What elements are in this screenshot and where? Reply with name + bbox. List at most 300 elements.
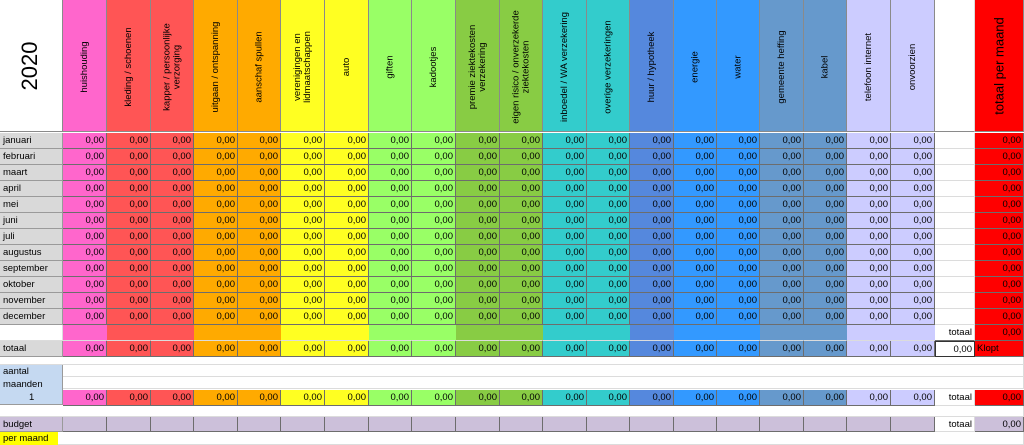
expense-cell[interactable]: 0,00 (194, 197, 238, 213)
expense-cell[interactable]: 0,00 (63, 165, 107, 181)
column-total-cell[interactable]: 0,00 (587, 341, 630, 357)
expense-cell[interactable]: 0,00 (587, 181, 630, 197)
expense-cell[interactable]: 0,00 (281, 293, 325, 309)
expense-cell[interactable]: 0,00 (760, 277, 804, 293)
expense-cell[interactable]: 0,00 (63, 213, 107, 229)
expense-cell[interactable]: 0,00 (543, 213, 587, 229)
expense-cell[interactable]: 0,00 (847, 165, 891, 181)
expense-cell[interactable]: 0,00 (543, 181, 587, 197)
expense-cell[interactable]: 0,00 (891, 229, 935, 245)
column-total-cell[interactable]: 0,00 (151, 341, 194, 357)
expense-cell[interactable]: 0,00 (847, 261, 891, 277)
expense-cell[interactable]: 0,00 (587, 261, 630, 277)
expense-cell[interactable]: 0,00 (760, 165, 804, 181)
average-cell[interactable]: 0,00 (107, 390, 151, 406)
expense-cell[interactable]: 0,00 (674, 277, 717, 293)
expense-cell[interactable]: 0,00 (63, 245, 107, 261)
column-total-cell[interactable]: 0,00 (281, 341, 325, 357)
summary-spacer-cell[interactable] (543, 325, 587, 341)
budget-cell[interactable] (194, 417, 238, 432)
expense-cell[interactable]: 0,00 (238, 181, 281, 197)
month-label[interactable]: mei (0, 197, 63, 213)
expense-cell[interactable]: 0,00 (325, 181, 369, 197)
expense-cell[interactable]: 0,00 (151, 261, 194, 277)
expense-cell[interactable]: 0,00 (281, 245, 325, 261)
expense-cell[interactable]: 0,00 (674, 245, 717, 261)
column-total-cell[interactable]: 0,00 (891, 341, 935, 357)
expense-cell[interactable]: 0,00 (587, 149, 630, 165)
summary-spacer-cell[interactable] (760, 325, 804, 341)
blank-cell[interactable] (935, 309, 975, 325)
expense-cell[interactable]: 0,00 (804, 229, 847, 245)
budget-cell[interactable] (456, 417, 500, 432)
column-total-cell[interactable]: 0,00 (456, 341, 500, 357)
column-header-11[interactable] (543, 0, 587, 132)
expense-cell[interactable]: 0,00 (500, 309, 543, 325)
month-total-cell[interactable]: 0,00 (975, 149, 1024, 165)
expense-cell[interactable]: 0,00 (194, 229, 238, 245)
column-total-cell[interactable]: 0,00 (630, 341, 674, 357)
expense-cell[interactable]: 0,00 (412, 277, 456, 293)
expense-cell[interactable]: 0,00 (674, 165, 717, 181)
month-label[interactable]: december (0, 309, 63, 325)
expense-cell[interactable]: 0,00 (151, 277, 194, 293)
expense-cell[interactable]: 0,00 (847, 213, 891, 229)
expense-cell[interactable]: 0,00 (847, 133, 891, 149)
expense-cell[interactable]: 0,00 (717, 245, 760, 261)
expense-cell[interactable]: 0,00 (325, 213, 369, 229)
expense-cell[interactable]: 0,00 (717, 165, 760, 181)
expense-cell[interactable]: 0,00 (281, 133, 325, 149)
expense-cell[interactable]: 0,00 (456, 149, 500, 165)
expense-cell[interactable]: 0,00 (369, 197, 412, 213)
expense-cell[interactable]: 0,00 (760, 133, 804, 149)
expense-cell[interactable]: 0,00 (543, 197, 587, 213)
expense-cell[interactable]: 0,00 (804, 293, 847, 309)
budget-total-label[interactable]: totaal (935, 417, 975, 432)
expense-cell[interactable]: 0,00 (107, 293, 151, 309)
month-label[interactable]: april (0, 181, 63, 197)
expense-cell[interactable]: 0,00 (804, 261, 847, 277)
expense-cell[interactable]: 0,00 (760, 213, 804, 229)
expense-cell[interactable]: 0,00 (630, 181, 674, 197)
expense-cell[interactable]: 0,00 (674, 293, 717, 309)
expense-cell[interactable]: 0,00 (238, 149, 281, 165)
expense-cell[interactable]: 0,00 (630, 197, 674, 213)
total-per-month-header[interactable] (975, 0, 1024, 132)
expense-cell[interactable]: 0,00 (194, 245, 238, 261)
expense-cell[interactable]: 0,00 (281, 165, 325, 181)
expense-cell[interactable]: 0,00 (238, 197, 281, 213)
expense-cell[interactable]: 0,00 (194, 133, 238, 149)
expense-cell[interactable]: 0,00 (151, 229, 194, 245)
expense-cell[interactable]: 0,00 (630, 277, 674, 293)
expense-cell[interactable]: 0,00 (456, 293, 500, 309)
expense-cell[interactable]: 0,00 (543, 245, 587, 261)
expense-cell[interactable]: 0,00 (500, 165, 543, 181)
expense-cell[interactable]: 0,00 (760, 229, 804, 245)
average-cell[interactable]: 0,00 (369, 390, 412, 406)
expense-cell[interactable]: 0,00 (804, 213, 847, 229)
expense-cell[interactable]: 0,00 (891, 213, 935, 229)
blank-cell[interactable] (0, 325, 63, 341)
expense-cell[interactable]: 0,00 (238, 165, 281, 181)
expense-cell[interactable]: 0,00 (543, 293, 587, 309)
column-total-cell[interactable]: 0,00 (238, 341, 281, 357)
expense-cell[interactable]: 0,00 (238, 261, 281, 277)
expense-cell[interactable]: 0,00 (587, 309, 630, 325)
summary-spacer-cell[interactable] (891, 325, 935, 341)
expense-cell[interactable]: 0,00 (151, 213, 194, 229)
expense-cell[interactable]: 0,00 (412, 229, 456, 245)
expense-cell[interactable]: 0,00 (587, 229, 630, 245)
expense-cell[interactable]: 0,00 (63, 277, 107, 293)
expense-cell[interactable]: 0,00 (194, 277, 238, 293)
column-total-cell[interactable]: 0,00 (412, 341, 456, 357)
expense-cell[interactable]: 0,00 (674, 213, 717, 229)
expense-cell[interactable]: 0,00 (63, 197, 107, 213)
average-total-value[interactable]: 0,00 (975, 390, 1024, 406)
column-header-4[interactable] (238, 0, 281, 132)
average-cell[interactable]: 0,00 (630, 390, 674, 406)
expense-cell[interactable]: 0,00 (281, 261, 325, 277)
per-maand-label[interactable]: per maand (0, 432, 58, 445)
column-header-0[interactable] (63, 0, 107, 132)
summary-spacer-cell[interactable] (281, 325, 325, 341)
expense-cell[interactable]: 0,00 (500, 229, 543, 245)
expense-cell[interactable]: 0,00 (238, 213, 281, 229)
expense-cell[interactable]: 0,00 (587, 213, 630, 229)
summary-spacer-cell[interactable] (325, 325, 369, 341)
check-status[interactable]: Klopt (975, 341, 1024, 357)
month-total-cell[interactable]: 0,00 (975, 165, 1024, 181)
expense-cell[interactable]: 0,00 (325, 197, 369, 213)
expense-cell[interactable]: 0,00 (151, 181, 194, 197)
expense-cell[interactable]: 0,00 (630, 245, 674, 261)
expense-cell[interactable]: 0,00 (63, 149, 107, 165)
column-header-14[interactable] (674, 0, 717, 132)
expense-cell[interactable]: 0,00 (847, 197, 891, 213)
month-total-cell[interactable]: 0,00 (975, 261, 1024, 277)
budget-cell[interactable] (500, 417, 543, 432)
expense-cell[interactable]: 0,00 (500, 277, 543, 293)
blank-cell[interactable] (935, 293, 975, 309)
expense-cell[interactable]: 0,00 (543, 149, 587, 165)
column-header-15[interactable] (717, 0, 760, 132)
expense-cell[interactable]: 0,00 (543, 229, 587, 245)
expense-cell[interactable]: 0,00 (107, 261, 151, 277)
expense-cell[interactable]: 0,00 (63, 133, 107, 149)
expense-cell[interactable]: 0,00 (281, 213, 325, 229)
month-total-cell[interactable]: 0,00 (975, 181, 1024, 197)
month-total-cell[interactable]: 0,00 (975, 309, 1024, 325)
summary-spacer-cell[interactable] (674, 325, 717, 341)
expense-cell[interactable]: 0,00 (760, 149, 804, 165)
expense-cell[interactable]: 0,00 (891, 261, 935, 277)
expense-cell[interactable]: 0,00 (847, 149, 891, 165)
column-total-cell[interactable]: 0,00 (325, 341, 369, 357)
month-label[interactable]: september (0, 261, 63, 277)
expense-cell[interactable]: 0,00 (194, 213, 238, 229)
expense-cell[interactable]: 0,00 (107, 277, 151, 293)
budget-cell[interactable] (674, 417, 717, 432)
expense-cell[interactable]: 0,00 (760, 293, 804, 309)
summary-spacer-cell[interactable] (587, 325, 630, 341)
summary-spacer-cell[interactable] (107, 325, 151, 341)
summary-spacer-cell[interactable] (804, 325, 847, 341)
budget-cell[interactable] (760, 417, 804, 432)
blank-cell[interactable] (935, 261, 975, 277)
expense-cell[interactable]: 0,00 (804, 133, 847, 149)
column-header-16[interactable] (760, 0, 804, 132)
expense-cell[interactable]: 0,00 (587, 293, 630, 309)
expense-cell[interactable]: 0,00 (630, 309, 674, 325)
expense-cell[interactable]: 0,00 (891, 149, 935, 165)
expense-cell[interactable]: 0,00 (107, 245, 151, 261)
summary-spacer-cell[interactable] (847, 325, 891, 341)
month-label[interactable]: oktober (0, 277, 63, 293)
column-total-cell[interactable]: 0,00 (847, 341, 891, 357)
average-cell[interactable]: 0,00 (412, 390, 456, 406)
month-total-cell[interactable]: 0,00 (975, 213, 1024, 229)
expense-cell[interactable]: 0,00 (325, 165, 369, 181)
budget-cell[interactable] (847, 417, 891, 432)
expense-cell[interactable]: 0,00 (369, 149, 412, 165)
budget-cell[interactable] (717, 417, 760, 432)
expense-cell[interactable]: 0,00 (151, 149, 194, 165)
blank-cell[interactable] (935, 197, 975, 213)
expense-cell[interactable]: 0,00 (891, 277, 935, 293)
expense-cell[interactable]: 0,00 (194, 149, 238, 165)
column-total-cell[interactable]: 0,00 (674, 341, 717, 357)
expense-cell[interactable]: 0,00 (500, 293, 543, 309)
expense-cell[interactable]: 0,00 (325, 261, 369, 277)
budget-total-value[interactable]: 0,00 (975, 417, 1024, 432)
budget-cell[interactable] (281, 417, 325, 432)
expense-cell[interactable]: 0,00 (107, 229, 151, 245)
average-cell[interactable]: 0,00 (238, 390, 281, 406)
column-header-2[interactable] (151, 0, 194, 132)
expense-cell[interactable]: 0,00 (107, 133, 151, 149)
average-cell[interactable]: 0,00 (63, 390, 107, 406)
budget-cell[interactable] (630, 417, 674, 432)
blank-cell[interactable] (935, 213, 975, 229)
expense-cell[interactable]: 0,00 (369, 261, 412, 277)
grand-total-value[interactable]: 0,00 (935, 341, 975, 357)
expense-cell[interactable]: 0,00 (674, 261, 717, 277)
expense-cell[interactable]: 0,00 (891, 245, 935, 261)
column-header-7[interactable] (369, 0, 412, 132)
expense-cell[interactable]: 0,00 (500, 245, 543, 261)
expense-cell[interactable]: 0,00 (412, 261, 456, 277)
expense-cell[interactable]: 0,00 (281, 229, 325, 245)
expense-cell[interactable]: 0,00 (891, 181, 935, 197)
expense-cell[interactable]: 0,00 (151, 293, 194, 309)
expense-cell[interactable]: 0,00 (151, 197, 194, 213)
budget-cell[interactable] (804, 417, 847, 432)
expense-cell[interactable]: 0,00 (194, 165, 238, 181)
column-header-17[interactable] (804, 0, 847, 132)
month-total-cell[interactable]: 0,00 (975, 293, 1024, 309)
aantal-maanden-label[interactable] (0, 365, 63, 405)
summary-spacer-cell[interactable] (717, 325, 760, 341)
expense-cell[interactable]: 0,00 (412, 149, 456, 165)
expense-cell[interactable]: 0,00 (804, 149, 847, 165)
average-cell[interactable]: 0,00 (804, 390, 847, 406)
average-cell[interactable]: 0,00 (760, 390, 804, 406)
expense-cell[interactable]: 0,00 (369, 229, 412, 245)
expense-cell[interactable]: 0,00 (630, 165, 674, 181)
average-cell[interactable]: 0,00 (543, 390, 587, 406)
sum-total-label[interactable]: totaal (935, 325, 975, 341)
column-header-13[interactable] (630, 0, 674, 132)
column-header-18[interactable] (847, 0, 891, 132)
expense-cell[interactable]: 0,00 (151, 245, 194, 261)
expense-cell[interactable]: 0,00 (369, 277, 412, 293)
expense-cell[interactable]: 0,00 (847, 181, 891, 197)
expense-cell[interactable]: 0,00 (325, 309, 369, 325)
expense-cell[interactable]: 0,00 (107, 213, 151, 229)
column-total-cell[interactable]: 0,00 (369, 341, 412, 357)
expense-cell[interactable]: 0,00 (674, 181, 717, 197)
month-count[interactable]: 1 (29, 392, 35, 403)
month-label[interactable]: februari (0, 149, 63, 165)
expense-cell[interactable]: 0,00 (587, 133, 630, 149)
blank-cell[interactable] (935, 277, 975, 293)
budget-cell[interactable] (325, 417, 369, 432)
expense-cell[interactable]: 0,00 (281, 181, 325, 197)
summary-spacer-cell[interactable] (456, 325, 500, 341)
expense-cell[interactable]: 0,00 (847, 277, 891, 293)
expense-cell[interactable]: 0,00 (238, 309, 281, 325)
expense-cell[interactable]: 0,00 (630, 133, 674, 149)
blank-cell[interactable] (935, 229, 975, 245)
expense-cell[interactable]: 0,00 (369, 181, 412, 197)
expense-cell[interactable]: 0,00 (369, 133, 412, 149)
average-total-label[interactable]: totaal (935, 390, 975, 406)
column-total-cell[interactable]: 0,00 (500, 341, 543, 357)
column-header-5[interactable] (281, 0, 325, 132)
expense-cell[interactable]: 0,00 (238, 229, 281, 245)
expense-cell[interactable]: 0,00 (325, 229, 369, 245)
expense-cell[interactable]: 0,00 (717, 229, 760, 245)
expense-cell[interactable]: 0,00 (238, 133, 281, 149)
expense-cell[interactable]: 0,00 (107, 181, 151, 197)
month-total-cell[interactable]: 0,00 (975, 245, 1024, 261)
expense-cell[interactable]: 0,00 (151, 309, 194, 325)
expense-cell[interactable]: 0,00 (760, 261, 804, 277)
expense-cell[interactable]: 0,00 (674, 229, 717, 245)
budget-cell[interactable] (587, 417, 630, 432)
budget-cell[interactable] (543, 417, 587, 432)
summary-spacer-cell[interactable] (500, 325, 543, 341)
expense-cell[interactable]: 0,00 (587, 277, 630, 293)
column-header-10[interactable] (500, 0, 543, 132)
expense-cell[interactable]: 0,00 (281, 197, 325, 213)
expense-cell[interactable]: 0,00 (891, 197, 935, 213)
expense-cell[interactable]: 0,00 (500, 197, 543, 213)
expense-cell[interactable]: 0,00 (717, 277, 760, 293)
expense-cell[interactable]: 0,00 (456, 133, 500, 149)
month-label[interactable]: januari (0, 133, 63, 149)
expense-cell[interactable]: 0,00 (760, 181, 804, 197)
expense-cell[interactable]: 0,00 (107, 309, 151, 325)
month-label[interactable]: augustus (0, 245, 63, 261)
column-total-cell[interactable]: 0,00 (194, 341, 238, 357)
column-header-1[interactable] (107, 0, 151, 132)
column-header-6[interactable] (325, 0, 369, 132)
budget-cell[interactable] (151, 417, 194, 432)
expense-cell[interactable]: 0,00 (194, 293, 238, 309)
expense-cell[interactable]: 0,00 (891, 309, 935, 325)
expense-cell[interactable]: 0,00 (760, 197, 804, 213)
expense-cell[interactable]: 0,00 (412, 213, 456, 229)
column-header-12[interactable] (587, 0, 630, 132)
expense-cell[interactable]: 0,00 (500, 213, 543, 229)
average-cell[interactable]: 0,00 (194, 390, 238, 406)
column-total-cell[interactable]: 0,00 (107, 341, 151, 357)
expense-cell[interactable]: 0,00 (847, 309, 891, 325)
expense-cell[interactable]: 0,00 (456, 213, 500, 229)
expense-cell[interactable]: 0,00 (543, 133, 587, 149)
expense-cell[interactable]: 0,00 (369, 245, 412, 261)
blank-cell[interactable] (935, 245, 975, 261)
expense-cell[interactable]: 0,00 (151, 165, 194, 181)
expense-cell[interactable]: 0,00 (281, 149, 325, 165)
expense-cell[interactable]: 0,00 (238, 277, 281, 293)
expense-cell[interactable]: 0,00 (717, 213, 760, 229)
expense-cell[interactable]: 0,00 (847, 229, 891, 245)
expense-cell[interactable]: 0,00 (543, 165, 587, 181)
month-label[interactable]: maart (0, 165, 63, 181)
average-cell[interactable]: 0,00 (500, 390, 543, 406)
expense-cell[interactable]: 0,00 (325, 149, 369, 165)
expense-cell[interactable]: 0,00 (717, 309, 760, 325)
expense-cell[interactable]: 0,00 (456, 181, 500, 197)
budget-cell[interactable] (63, 417, 107, 432)
expense-cell[interactable]: 0,00 (717, 293, 760, 309)
expense-cell[interactable]: 0,00 (804, 277, 847, 293)
expense-cell[interactable]: 0,00 (500, 149, 543, 165)
expense-cell[interactable]: 0,00 (630, 293, 674, 309)
budget-cell[interactable] (369, 417, 412, 432)
expense-cell[interactable]: 0,00 (194, 309, 238, 325)
expense-cell[interactable]: 0,00 (412, 165, 456, 181)
expense-cell[interactable]: 0,00 (847, 245, 891, 261)
expense-cell[interactable]: 0,00 (674, 149, 717, 165)
summary-spacer-cell[interactable] (630, 325, 674, 341)
expense-cell[interactable]: 0,00 (717, 133, 760, 149)
expense-cell[interactable]: 0,00 (107, 149, 151, 165)
expense-cell[interactable]: 0,00 (412, 293, 456, 309)
expense-cell[interactable]: 0,00 (325, 277, 369, 293)
expense-cell[interactable]: 0,00 (325, 133, 369, 149)
expense-cell[interactable]: 0,00 (804, 309, 847, 325)
summary-spacer-cell[interactable] (412, 325, 456, 341)
budget-cell[interactable] (238, 417, 281, 432)
column-header-9[interactable] (456, 0, 500, 132)
expense-cell[interactable]: 0,00 (107, 165, 151, 181)
expense-cell[interactable]: 0,00 (369, 213, 412, 229)
expense-cell[interactable]: 0,00 (412, 181, 456, 197)
average-cell[interactable]: 0,00 (847, 390, 891, 406)
expense-cell[interactable]: 0,00 (325, 245, 369, 261)
expense-cell[interactable]: 0,00 (456, 245, 500, 261)
expense-cell[interactable]: 0,00 (847, 293, 891, 309)
average-cell[interactable]: 0,00 (891, 390, 935, 406)
column-header-8[interactable] (412, 0, 456, 132)
summary-spacer-cell[interactable] (63, 325, 107, 341)
